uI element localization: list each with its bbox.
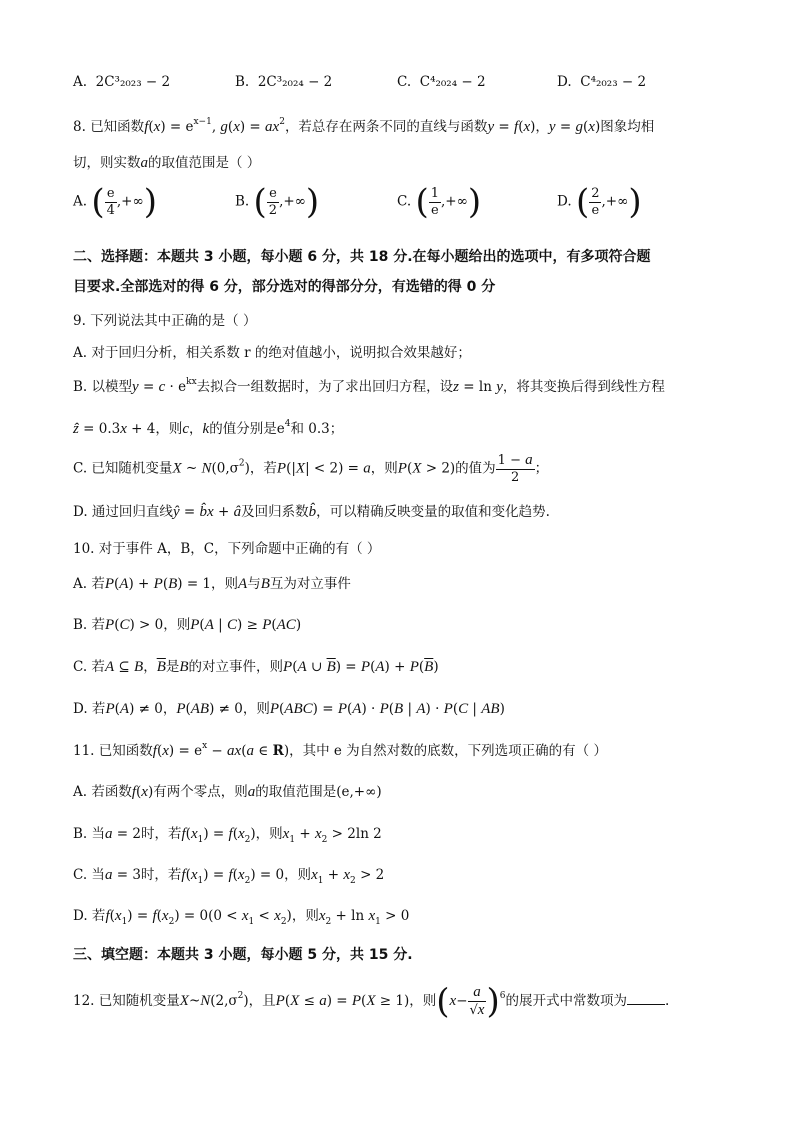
section-2-heading: 二、选择题：本题共 3 小题，每小题 6 分，共 18 分.在每小题给出的选项中，有多项符合题 bbox=[73, 249, 651, 265]
q8-option-d: D. ( $\frac{2}{e}$ ,+∞) bbox=[557, 182, 642, 222]
q10-option-b: B. 若P(C) > 0，则P(A | C) ≥ P(AC) bbox=[73, 617, 302, 633]
q11-option-c: C. 当a = 3时，若$f(x_1) = f(x_2) = 0$，则$x_1 + x_2 > 2$ bbox=[73, 867, 385, 886]
q9-option-b-cont: ẑ = 0.3x + 4，则c，k的值分别是$e^4$和 0.3； bbox=[73, 419, 344, 437]
q11-stem: 11. 已知函数$f(x) = e^x - ax(a$ ∈ R)，其中 e 为自然对数的底数，下列选项正确的有（ ） bbox=[73, 741, 607, 759]
q7-option-c: C. C⁴₂₀₂₄ − 2 bbox=[397, 74, 486, 90]
q8-line-1: 8. 已知函数$f(x) = e^{x-1}$, $g(x) = ax^2$，若总存在两条不同的直线与函数y = f(x)，y = g(x)图象均相 bbox=[73, 117, 655, 135]
q9-option-a: A. 对于回归分析，相关系数 r 的绝对值越小，说明拟合效果越好； bbox=[73, 345, 471, 361]
q8-option-b: B. ( $\frac{e}{2}$ ,+∞) bbox=[235, 182, 320, 222]
q8-line-2: 切，则实数a的取值范围是（ ） bbox=[73, 155, 261, 171]
q9-stem: 9. 下列说法其中正确的是（ ） bbox=[73, 313, 257, 329]
q10-option-c: C. 若A ⊆ B，$\overline{B}$是B的对立事件，则P(A ∪ $\overline{B}) = P(A) + P(\overline{B})$ bbox=[73, 659, 439, 675]
q8-option-a: A. ( $\frac{e}{4}$ ,+∞) bbox=[73, 182, 158, 222]
q11-option-d: D. 若$f(x_1) = f(x_2) = 0(0 < x_1 < x_2)$，则$x_2 + \ln x_1 > 0$ bbox=[73, 908, 410, 927]
q8-option-c: C. ( $\frac{1}{e}$ ,+∞) bbox=[397, 182, 482, 222]
q10-option-a: A. 若P(A) + P(B) = 1，则A与B互为对立事件 bbox=[73, 576, 351, 592]
q11-option-b: B. 当a = 2时，若$f(x_1) = f(x_2)$，则$x_1 + x_2 > 2\ln$ 2 bbox=[73, 826, 382, 845]
answer-blank[interactable] bbox=[627, 991, 665, 1005]
q9-option-c: C. 已知随机变量X ~ $N(0,\sigma^2)$，若P(|X| < 2) = a，则P(X > 2)的值为 $\frac{1 - a}{2}$ ； bbox=[73, 452, 549, 485]
q7-option-b: B. 2C³₂₀₂₄ − 2 bbox=[235, 74, 333, 90]
q7-option-d: D. C⁴₂₀₂₃ − 2 bbox=[557, 74, 647, 90]
q7-option-a: A. 2C³₂₀₂₃ − 2 bbox=[73, 74, 171, 90]
q10-option-d: D. 若P(A) ≠ 0，P(AB) ≠ 0，则P(ABC) = P(A) · P(B | A) · P(C | AB) bbox=[73, 701, 505, 717]
q10-stem: 10. 对于事件 A，B，C，下列命题中正确的有（ ） bbox=[73, 541, 381, 557]
section-3-heading: 三、填空题：本题共 3 小题，每小题 5 分，共 15 分. bbox=[73, 947, 413, 963]
q9-option-d: D. 通过回归直线ŷ = b̂x + â及回归系数b̂，可以精确反映变量的取值和变化趋势. bbox=[73, 504, 550, 520]
section-2-heading-cont: 目要求.全部选对的得 6 分，部分选对的得部分分，有选错的得 0 分 bbox=[73, 279, 496, 295]
q12-stem: 12. 已知随机变量$X\sim N(2,\sigma^2)$，且P(X ≤ a) = P(X ≥ 1)，则(x− $\frac{a}{√x}$ )$^6$的展开式中常数项为 . bbox=[73, 981, 670, 1022]
q11-option-a: A. 若函数f(x)有两个零点，则a的取值范围是(e,+∞) bbox=[73, 784, 382, 800]
q9-option-b: B. 以模型$y = c \cdot e^{kx}$去拟合一组数据时，为了求出回归方程，设z = ln y，将其变换后得到线性方程 bbox=[73, 377, 665, 395]
